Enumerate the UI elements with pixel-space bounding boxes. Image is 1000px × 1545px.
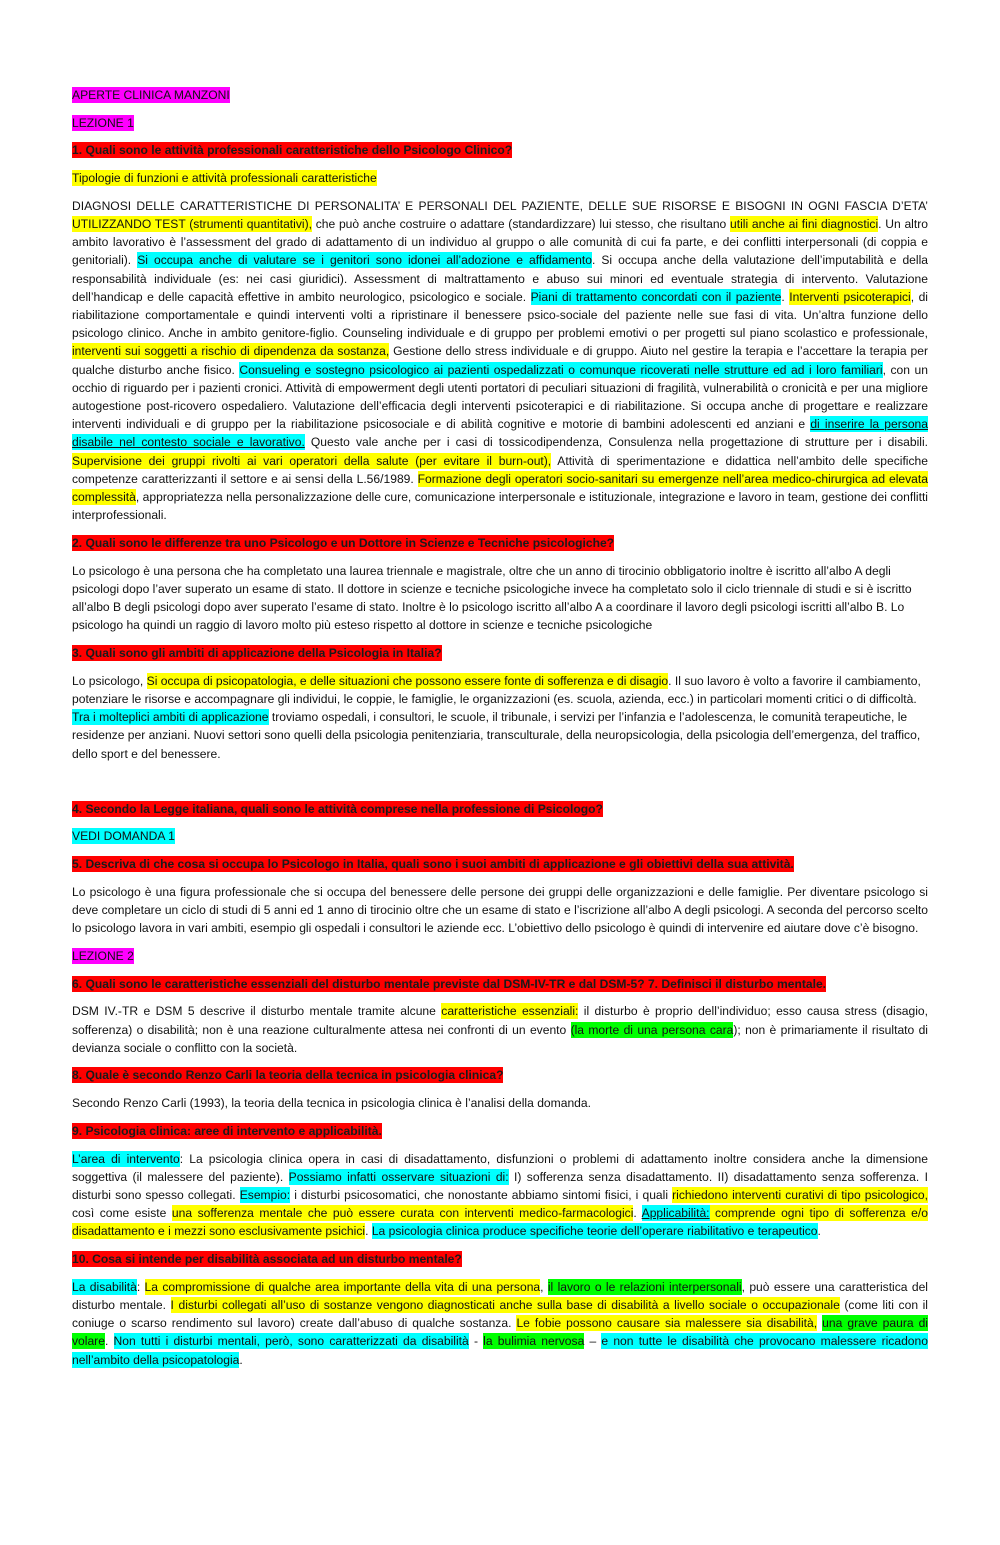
q4 [72,800,928,818]
highlighted-text: di inserire la persona disabile nel contesto sociale e lavorativo. [72,417,928,450]
highlighted-text: Tipologie di funzioni e attività professionali caratteristiche [72,171,377,186]
text-run: . [781,289,790,304]
highlighted-text: Tra i molteplici ambiti di applicazione [72,710,269,725]
highlighted-text: 9. Psicologia clinica: aree di intervento e applicabilità. [72,1123,382,1138]
text-run: Gestione dello stress individuale e di gruppo. Aiuto nel gestire la terapia e l’accettare la terapia per qualche disturbo anche fisico. [72,344,929,377]
text-run: Questo vale anche per i casi di tossicodipendenza, Consulenza nella progettazione di strutture per i disabili. [304,435,928,450]
text-run: così come esiste [72,1206,172,1221]
text-run: . Si occupa anche della valutazione dell’imputabilità e della responsabilità individuale (es: nei casi giuridici). Assessment di maltrattamento e abuso sui minori ed eventuale strategia di intervento. Valutazione dell’handicap e delle capacità effettive in ambito neurologico, psicologico e sociale. [72,253,928,304]
highlighted-text: UTILIZZANDO TEST (strumenti quantitativi), [72,217,312,232]
highlighted-text: Non tutti i disturbi mentali, però, sono caratterizzati da disabilità [113,1334,469,1349]
highlighted-text: e non tutte le disabilità che provocano malessere ricadono nell’ambito della psicopatologia [72,1334,928,1367]
highlighted-text: 3. Quali sono gli ambiti di applicazione della Psicologia in Italia? [72,645,442,660]
highlighted-text: La psicologia clinica produce specifiche teorie dell’operare riabilitativo e terapeutico [371,1224,818,1239]
q1-subtitle [72,169,928,187]
highlighted-text: 1. Quali sono le attività professionali caratteristiche dello Psicologo Clinico? [72,143,513,158]
text-run: , [540,1279,548,1294]
text-run: . [817,1224,821,1239]
highlighted-text: Interventi psicoterapici [789,289,911,304]
a10 [72,1278,928,1369]
text-run: Attività di sperimentazione e didattica nell’ambito delle specifiche competenze caratterizzanti il settore e ai sensi della L.56/1989. [72,453,928,486]
text-run: - [468,1334,484,1349]
text-run: DIAGNOSI DELLE CARATTERISTICHE DI PERSONALITA’ E PERSONALI DEL PAZIENTE, DELLE SUE RISORSE E BISOGNI IN OGNI FASCIA D’ETA’ [72,198,928,213]
text-run: . Un altro ambito lavorativo è l’assessment del grado di adattamento di un individuo al gruppo o alle comunità di cui fa parte, e dei conflitti interpersonali (di coppia e genitoriali). [72,217,928,268]
highlighted-text: La compromissione di qualche area importante della vita di una persona [144,1279,541,1294]
text-run: DSM IV.-TR e DSM 5 descrive il disturbo mentale tramite alcune [72,1004,442,1019]
q8 [72,1066,928,1084]
highlighted-text: 5. Descriva di che cosa si occupa lo Psicologo in Italia, quali sono i suoi ambiti di applicazione e gli obiettivi della sua attività. [72,857,794,872]
text-run: , di riabilitazione comportamentale e quindi interventi volti a ripristinare il benessere psico-sociale del paziente nelle sue fasi di vita. Un’altra funzione dello psicologo clinico. Anche in ambito genitore-figlio. Counseling individuale e di gruppo per problemi emotivi o per progetti sul piano scolastico e professionale, [72,289,928,341]
highlighted-text: APERTE CLINICA MANZONI [72,88,230,102]
highlighted-text: utili anche ai fini diagnostici [730,217,879,232]
highlighted-text: il lavoro o le relazioni interpersonali [547,1279,742,1294]
highlighted-text: 6. Quali sono le caratteristiche essenziali del disturbo mentale previste dal DSM-IV-TR e dal DSM-5? 7. Definisci il disturbo mentale. [72,976,827,991]
highlighted-text: 4. Secondo la Legge italiana, quali sono le attività comprese nella professione di Psicologo? [72,801,603,816]
q2 [72,534,928,552]
highlighted-text: 2. Quali sono le differenze tra uno Psicologo e un Dottore in Scienze e Tecniche psicologiche? [72,535,615,550]
text-run: , appropriatezza nella personalizzazione delle cure, comunicazione interpersonale e istituzionale, integrazione e lavoro in team, gestione dei conflitti interprofessionali. [72,490,928,523]
text-run: . [104,1334,114,1349]
text-run: : La psicologia clinica opera in casi di disadattamento, disfunzioni o problemi di adattamento inoltre considera anche la dimensione soggettiva (il malessere del paziente). [72,1151,928,1184]
a1 [72,197,928,525]
highlighted-text: Applicabilità: [641,1206,710,1221]
highlighted-text: richiedono interventi curativi di tipo psicologico, [672,1187,928,1202]
text-run: , con un occhio di riguardo per i pazienti cronici. Attività di empowerment degli utenti portatori di peculiari situazioni di fragilità, vulnerabilità o cronicità e per una migliore autogestione post-ricovero ospedaliero. Valutazione dell’efficacia degli interventi psicoterapici e di riabilitazione. Si occupa anche di progettare e realizzare interventi individuali e di gruppo per la riabilitazione psicosociale e di abilità cognitive e motorie di bambini adolescenti ed anziani e [72,362,928,432]
text-run: il disturbo è proprio dell’individuo; esso causa stress (disagio, sofferenza) o disabilità; non è una reazione culturalmente attesa nei confronti di un evento [72,1004,928,1037]
q9 [72,1122,928,1140]
highlighted-text: Consueling e sostegno psicologico ai pazienti ospedalizzati o comunque ricoverati nelle strutture ed ad i loro familiari [239,362,883,377]
highlighted-text: una grave paura di volare [72,1316,928,1349]
text-run: , può essere una caratteristica del disturbo mentale. [72,1279,928,1312]
doc-title [72,86,928,104]
text-run: ); non è primariamente il risultato di devianza sociale o conflitto con la società. [72,1022,928,1055]
text-run: . [633,1206,642,1221]
a8 [72,1094,928,1112]
q1 [72,141,928,159]
text-run: Secondo Renzo Carli (1993), la teoria della tecnica in psicologia clinica è l’analisi della domanda. [72,1096,591,1111]
text-run: . Il suo lavoro è volto a favorire il cambiamento, potenziare le risorse e accompagnare gli individui, le coppie, le famiglie, le organizzazioni (es. scuola, azienda, ecc.) in particolari momenti critici o di difficoltà. [72,673,921,706]
highlighted-text: comprende ogni tipo di sofferenza e/o disadattamento e i mezzi sono esclusivamente psichici [72,1206,928,1239]
highlighted-text: Le fobie possono causare sia malessere sia disabilità, [516,1316,818,1331]
highlighted-text: Si occupa anche di valutare se i genitori sono idonei all’adozione e affidamento [137,253,592,268]
text-run: . [365,1224,372,1239]
text-run: I) sofferenza senza disadattamento. II) disadattamento senza sofferenza. I disturbi sono spesso collegati. [72,1169,928,1202]
a3 [72,672,928,763]
highlighted-text: Piani di trattamento concordati con il paziente [530,289,782,304]
text-run: troviamo ospedali, i consultori, le scuole, il tribunale, i servizi per l’infanzia e l’adolescenza, le comunità terapeutiche, le residenze per anziani. Nuovi settori sono quelli della psicologia penitenziaria, transculturale, della neuropsicologia, della psicologia dell’emergenza, del traffico, dello sport e del benessere. [72,710,921,761]
lesson-2 [72,947,928,965]
text-run: (come liti con il coniuge o scarso rendimento sul lavoro) create dall’abuso di qualche sostanza. [72,1297,928,1331]
highlighted-text: 8. Quale è secondo Renzo Carli la teoria della tecnica in psicologia clinica? [72,1068,504,1083]
lesson-1 [72,114,928,132]
text-run: – [584,1334,602,1349]
see-q1 [72,827,928,845]
text-run: : [136,1279,145,1294]
highlighted-text: Supervisione dei gruppi rivolti ai vari operatori della salute (per evitare il burn-out), [72,453,552,468]
a2 [72,562,928,635]
q3 [72,644,928,662]
a9 [72,1150,928,1241]
highlighted-text: Si occupa di psicopatologia, e delle situazioni che possono essere fonte di sofferenza e di disagio [146,673,669,688]
a5 [72,883,928,938]
highlighted-text: L’area di intervento [72,1151,180,1166]
q10 [72,1250,928,1268]
text-run: Lo psicologo è una persona che ha completato una laurea triennale e magistrale, oltre che un anno di tirocinio obbligatorio inoltre è iscritto all’albo A degli psicologi dopo l’aver superato un esame di stato. Il dottore in scienze e tecniche psicologiche invece ha completato solo il ciclo triennale di studi e si è iscritto all’albo B degli psicologi dopo aver superato l’esame di stato. Inoltre è lo psicologo iscritto all’albo A a coordinare il lavoro degli psicologi iscritti all’albo B. Lo psicologo ha quindi un raggio di lavoro molto più esteso rispetto al dottore in scienze e tecniche psicologiche [72,563,912,633]
highlighted-text: VEDI DOMANDA 1 [72,829,175,844]
highlighted-text: interventi sui soggetti a rischio di dipendenza da sostanza, [72,344,390,359]
highlighted-text: la bulimia nervosa [483,1334,585,1349]
spacer-1 [72,772,928,790]
text-run: Lo psicologo, [72,673,147,688]
q5 [72,855,928,873]
document-page [72,86,928,1378]
text-run: Lo psicologo è una figura professionale che si occupa del benessere delle persone dei gruppi delle organizzazioni e delle famiglie. Per diventare psicologo si deve completare un ciclo di studi di 5 anni ed 1 anno di tirocinio oltre che un esame di stato e l’iscrizione all’albo A degli psicologi. A seconda del percorso scelto lo psicologo lavora in vari ambiti, esempio gli ospedali i consultori le aziende ecc. L’obiettivo dello psicologo è quindi di intervenire ed aiutare dove c’è bisogno. [72,884,928,936]
text-run: i disturbi psicosomatici, che nonostante abbiamo sintomi fisici, i quali [290,1187,673,1202]
a6 [72,1002,928,1057]
highlighted-text: Esempio: [239,1187,291,1202]
highlighted-text: La disabilità [72,1279,137,1294]
highlighted-text: (la morte di una persona cara [570,1022,734,1037]
highlighted-text: 10. Cosa si intende per disabilità associata ad un disturbo mentale? [72,1252,462,1267]
text-run: che può anche costruire o adattare (standardizzare) lui stesso, che risultano [311,217,731,232]
highlighted-text: I disturbi collegati all’uso di sostanze vengono diagnosticati anche sulla base di disabilità a livello sociale o occupazionale [170,1297,840,1312]
highlighted-text: una sofferenza mentale che può essere curata con interventi medico-farmacologici [171,1206,634,1221]
highlighted-text: LEZIONE 2 [72,948,134,963]
highlighted-text: LEZIONE 1 [72,115,134,130]
highlighted-text: caratteristiche essenziali: [441,1004,579,1019]
text-run: . [239,1352,243,1367]
q6 [72,975,928,993]
highlighted-text: Possiamo infatti osservare situazioni di: [288,1169,509,1184]
highlighted-text: Formazione degli operatori socio-sanitari su emergenze nell’area medico-chirurgica ad elevata complessità [72,471,928,505]
